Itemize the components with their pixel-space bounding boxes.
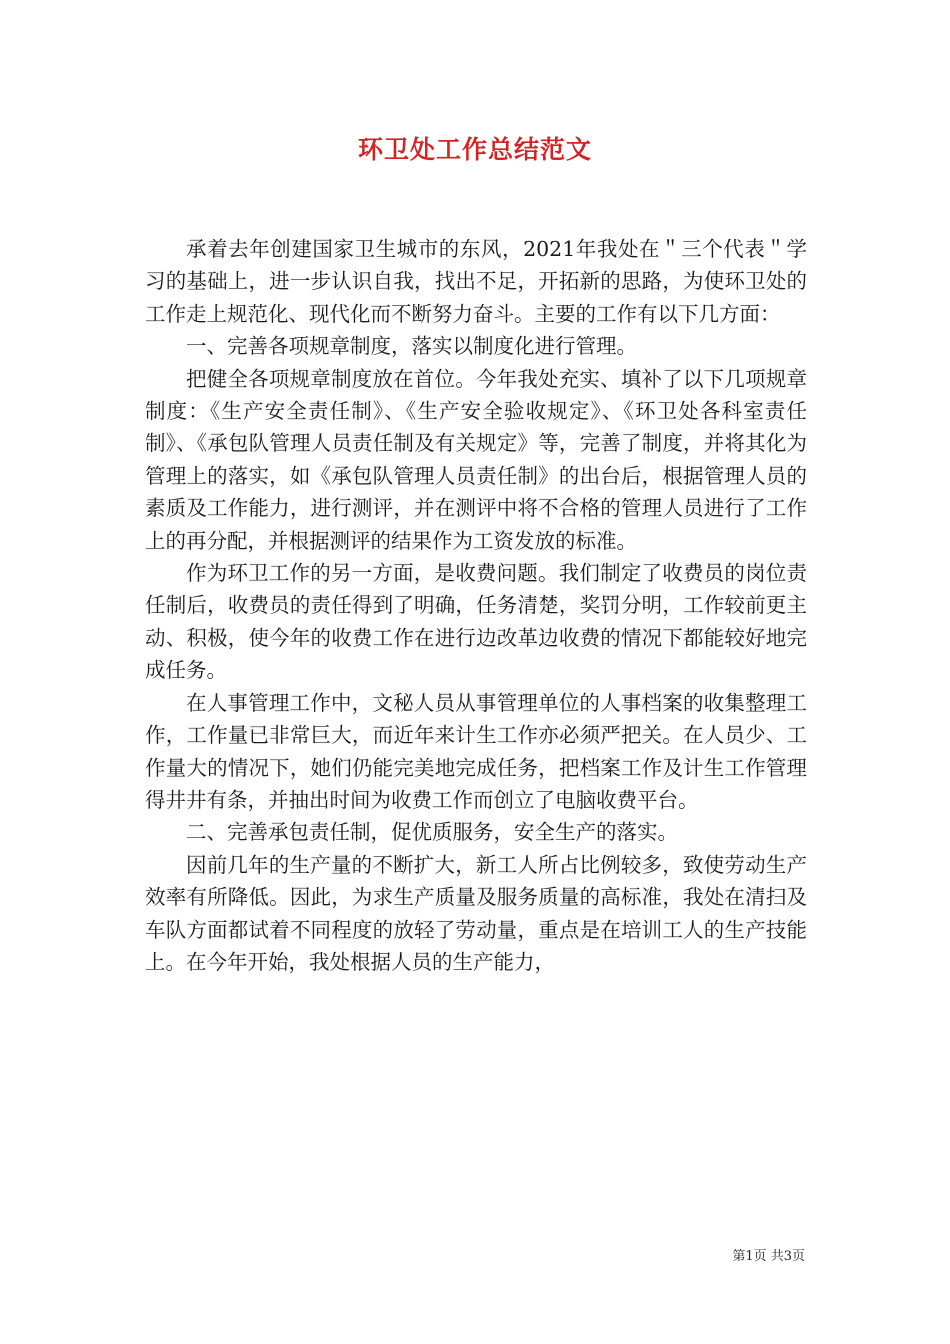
paragraph-fees: 作为环卫工作的另一方面，是收费问题。我们制定了收费员的岗位责任制后，收费员的责任得到了明确，任务清楚，奖罚分明，工作较前更主动、积极，使今年的收费工作在进行边改革边收费的情况下都能较好地完成任务。	[145, 561, 807, 683]
paragraph-regulations: 把健全各项规章制度放在首位。今年我处充实、填补了以下几项规章制度：《生产安全责任制》、《生产安全验收规定》、《环卫处各科室责任制》、《承包队管理人员责任制及有关规定》等，完善了制度，并将其化为管理上的落实，如《承包队管理人员责任制》的出台后，根据管理人员的素质及工作能力，进行测评，并在测评中将不合格的管理人员进行了工作上的再分配，并根据测评的结果作为工资发放的标准。	[145, 366, 807, 553]
paragraph-personnel: 在人事管理工作中，文秘人员从事管理单位的人事档案的收集整理工作，工作量已非常巨大，而近年来计生工作亦必须严把关。在人员少、工作量大的情况下，她们仍能完美地完成任务，把档案工作及计生工作管理得井井有条，并抽出时间为收费工作而创立了电脑收费平台。	[145, 690, 807, 812]
page-number: 第1页 共3页	[732, 1249, 805, 1264]
section-heading-1: 一、完善各项规章制度，落实以制度化进行管理。	[186, 334, 637, 359]
paragraph-intro: 承着去年创建国家卫生城市的东风，2021年我处在＂三个代表＂学习的基础上，进一步认识自我，找出不足，开拓新的思路，为使环卫处的工作走上规范化、现代化而不断努力奋斗。主要的工作有以下几方面：	[145, 237, 807, 326]
page-title: 环卫处工作总结范文	[357, 135, 592, 164]
section-heading-2: 二、完善承包责任制，促优质服务，安全生产的落实。	[186, 820, 678, 845]
paragraph-production: 因前几年的生产量的不断扩大，新工人所占比例较多，致使劳动生产效率有所降低。因此，为求生产质量及服务质量的高标准，我处在清扫及车队方面都试着不同程度的放轻了劳动量，重点是在培训工人的生产技能上。在今年开始，我处根据人员的生产能力，	[145, 852, 807, 974]
document-body	[145, 233, 807, 978]
